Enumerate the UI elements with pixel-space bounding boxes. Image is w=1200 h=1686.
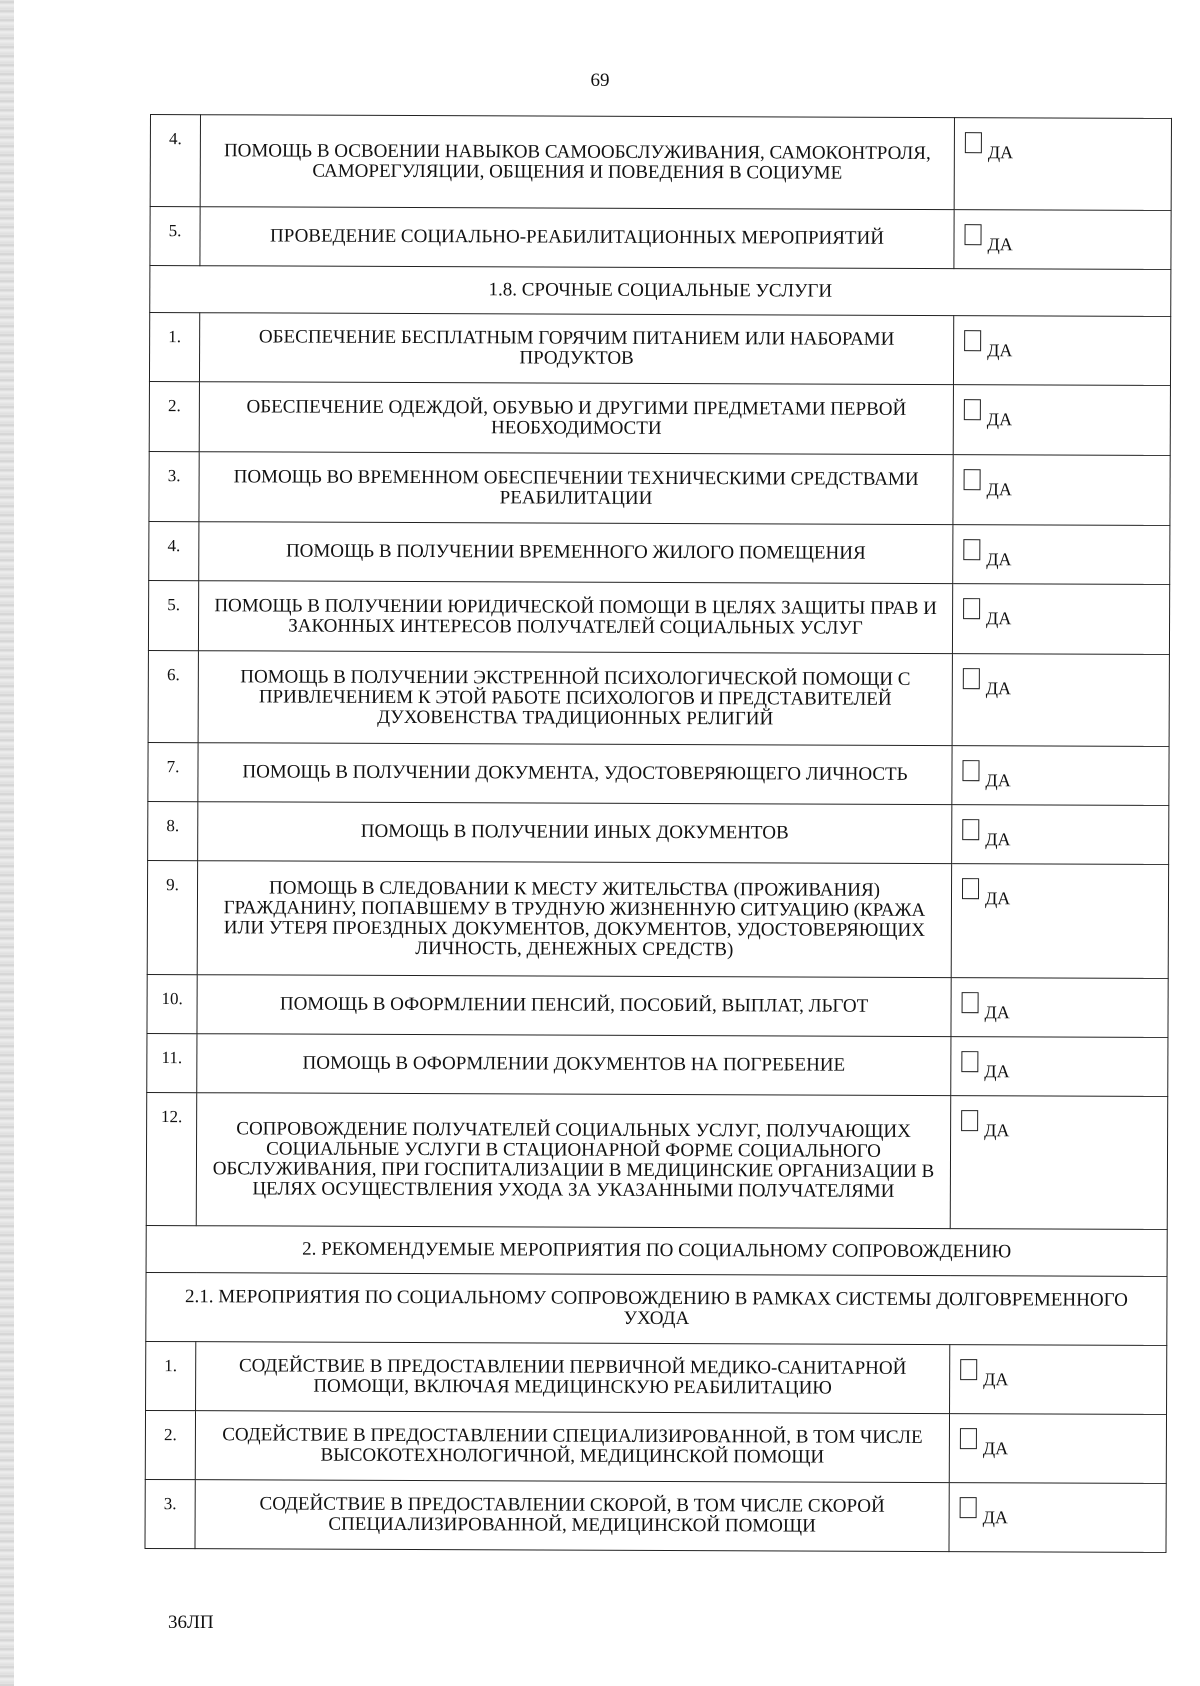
service-description: ПОМОЩЬ В ОФОРМЛЕНИИ ПЕНСИЙ, ПОСОБИЙ, ВЫПЛАТ, ЛЬГОТ [197, 975, 951, 1037]
yes-label: ДА [983, 1369, 1009, 1390]
yes-label: ДА [986, 608, 1012, 629]
table-row [149, 451, 1170, 525]
yes-label: ДА [985, 770, 1011, 791]
yes-checkbox-cell [952, 584, 1169, 655]
yes-label: ДА [985, 678, 1012, 699]
section-row [146, 1272, 1167, 1345]
yes-label: ДА [984, 1120, 1010, 1141]
table-row [149, 521, 1170, 584]
yes-checkbox-cell [954, 210, 1171, 270]
table-row [147, 860, 1168, 978]
checkbox[interactable] [963, 668, 980, 689]
row-number: 7. [148, 742, 198, 801]
checkbox[interactable] [962, 760, 979, 781]
checkbox[interactable] [960, 1359, 977, 1380]
checkbox[interactable] [964, 330, 981, 351]
row-number: 2. [149, 381, 199, 451]
row-number: 4. [150, 115, 200, 207]
checkbox[interactable] [960, 1497, 977, 1518]
service-description: ПОМОЩЬ В СЛЕДОВАНИИ К МЕСТУ ЖИТЕЛЬСТВА (ПРОЖИВАНИЯ) ГРАЖДАНИНУ, ПОПАВШЕМУ В ТРУДНУЮ ЖИЗНЕННУЮ СИТУАЦИЮ (КРАЖА ИЛИ УТЕРЯ ПРОЕЗДНЫХ ДОКУМЕНТОВ, ДОКУМЕНТОВ, УДОСТОВЕРЯЮЩИХ ЛИЧНОСТЬ, ДЕНЕЖНЫХ СРЕДСТВ) [197, 861, 951, 978]
section-heading: 1.8. СРОЧНЫЕ СОЦИАЛЬНЫЕ УСЛУГИ [150, 266, 1171, 317]
service-description: ПОМОЩЬ В ПОЛУЧЕНИИ ВРЕМЕННОГО ЖИЛОГО ПОМЕЩЕНИЯ [199, 522, 953, 584]
checkbox[interactable] [962, 992, 979, 1013]
yes-checkbox-cell [950, 1096, 1168, 1230]
yes-checkbox-cell [952, 805, 1169, 865]
row-number: 3. [149, 451, 199, 521]
section-row [146, 1225, 1167, 1276]
page-number: 69 [590, 70, 610, 91]
scan-edge [0, 0, 14, 1686]
yes-checkbox-cell [949, 1414, 1166, 1484]
yes-checkbox-cell [951, 864, 1168, 979]
service-description: СОПРОВОЖДЕНИЕ ПОЛУЧАТЕЛЕЙ СОЦИАЛЬНЫХ УСЛУГ, ПОЛУЧАЮЩИХ СОЦИАЛЬНЫЕ УСЛУГИ В СТАЦИОНАРНОЙ ФОРМЕ СОЦИАЛЬНОГО ОБСЛУЖИВАНИЯ, ПРИ ГОСПИТАЛИЗАЦИИ В МЕДИЦИНСКИЕ ОРГАНИЗАЦИИ В ЦЕЛЯХ ОСУЩЕСТВЛЕНИЯ УХОДА ЗА УКАЗАННЫМИ ПОЛУЧАТЕЛЯМИ [196, 1093, 951, 1229]
yes-checkbox-cell [954, 118, 1171, 211]
yes-label: ДА [987, 340, 1013, 361]
service-description: СОДЕЙСТВИЕ В ПРЕДОСТАВЛЕНИИ СКОРОЙ, В ТОМ ЧИСЛЕ СКОРОЙ СПЕЦИАЛИЗИРОВАННОЙ, МЕДИЦИНСКОЙ ПОМОЩИ [195, 1480, 949, 1552]
table-row [148, 580, 1169, 654]
table-row [145, 1479, 1166, 1552]
checkbox[interactable] [965, 224, 982, 245]
row-number: 11. [147, 1033, 197, 1092]
yes-checkbox-cell [953, 316, 1170, 386]
row-number: 12. [146, 1092, 197, 1225]
checkbox[interactable] [962, 819, 979, 840]
yes-label: ДА [987, 142, 1014, 163]
table-row [148, 650, 1169, 746]
table-row [147, 1033, 1168, 1096]
checkbox[interactable] [964, 399, 981, 420]
table-row [148, 801, 1169, 864]
service-description: ОБЕСПЕЧЕНИЕ БЕСПЛАТНЫМ ГОРЯЧИМ ПИТАНИЕМ ИЛИ НАБОРАМИ ПРОДУКТОВ [199, 313, 953, 385]
yes-checkbox-cell [950, 1345, 1167, 1415]
section-heading: 2. РЕКОМЕНДУЕМЫЕ МЕРОПРИЯТИЯ ПО СОЦИАЛЬНОМУ СОПРОВОЖДЕНИЮ [146, 1225, 1167, 1276]
table-row [145, 1410, 1166, 1483]
yes-label: ДА [986, 479, 1012, 500]
table-row [146, 1341, 1167, 1414]
service-description: ПОМОЩЬ В ПОЛУЧЕНИИ ИНЫХ ДОКУМЕНТОВ [198, 802, 952, 864]
checkbox[interactable] [962, 878, 979, 899]
checkbox[interactable] [960, 1428, 977, 1449]
table-row [149, 381, 1170, 455]
yes-checkbox-cell [949, 1483, 1166, 1553]
row-number: 5. [150, 207, 200, 266]
service-description: ПОМОЩЬ В ПОЛУЧЕНИИ ЭКСТРЕННОЙ ПСИХОЛОГИЧЕСКОЙ ПОМОЩИ С ПРИВЛЕЧЕНИЕМ К ЭТОЙ РАБОТЕ ПСИХОЛОГОВ И ПРЕДСТАВИТЕЛЕЙ ДУХОВЕНСТВА ТРАДИЦИОННЫХ РЕЛИГИЙ [198, 651, 952, 746]
services-table-body [145, 115, 1171, 1553]
checkbox[interactable] [961, 1051, 978, 1072]
checkbox[interactable] [963, 539, 980, 560]
service-description: СОДЕЙСТВИЕ В ПРЕДОСТАВЛЕНИИ ПЕРВИЧНОЙ МЕДИКО-САНИТАРНОЙ ПОМОЩИ, ВКЛЮЧАЯ МЕДИЦИНСКУЮ РЕАБИЛИТАЦИЮ [196, 1342, 950, 1414]
yes-checkbox-cell [951, 1037, 1168, 1097]
service-description: ПОМОЩЬ В ОФОРМЛЕНИИ ДОКУМЕНТОВ НА ПОГРЕБЕНИЕ [197, 1034, 951, 1096]
service-description: ОБЕСПЕЧЕНИЕ ОДЕЖДОЙ, ОБУВЬЮ И ДРУГИМИ ПРЕДМЕТАМИ ПЕРВОЙ НЕОБХОДИМОСТИ [199, 382, 953, 455]
row-number: 1. [149, 313, 199, 382]
service-description: ПОМОЩЬ В ОСВОЕНИИ НАВЫКОВ САМООБСЛУЖИВАНИЯ, САМОКОНТРОЛЯ, САМОРЕГУЛЯЦИИ, ОБЩЕНИЯ И ПОВЕДЕНИЯ В СОЦИУМЕ [200, 115, 954, 210]
table-row [146, 1092, 1168, 1229]
service-description: ПРОВЕДЕНИЕ СОЦИАЛЬНО-РЕАБИЛИТАЦИОННЫХ МЕРОПРИЯТИЙ [200, 207, 954, 269]
yes-label: ДА [982, 1438, 1009, 1459]
row-number: 4. [149, 521, 199, 580]
row-number: 6. [148, 650, 198, 742]
service-description: ПОМОЩЬ В ПОЛУЧЕНИИ ЮРИДИЧЕСКОЙ ПОМОЩИ В ЦЕЛЯХ ЗАЩИТЫ ПРАВ И ЗАКОННЫХ ИНТЕРЕСОВ ПОЛУЧАТЕЛЕЙ СОЦИАЛЬНЫХ УСЛУГ [198, 581, 952, 654]
table-row [149, 313, 1170, 386]
table-row [147, 974, 1168, 1037]
section-heading: 2.1. МЕРОПРИЯТИЯ ПО СОЦИАЛЬНОМУ СОПРОВОЖДЕНИЮ В РАМКАХ СИСТЕМЫ ДОЛГОВРЕМЕННОГО УХОДА [146, 1272, 1167, 1345]
row-number: 5. [148, 580, 198, 650]
service-description: ПОМОЩЬ ВО ВРЕМЕННОМ ОБЕСПЕЧЕНИИ ТЕХНИЧЕСКИМИ СРЕДСТВАМИ РЕАБИЛИТАЦИИ [199, 452, 953, 525]
table-row [150, 115, 1171, 211]
row-number: 1. [146, 1341, 196, 1410]
yes-checkbox-cell [953, 385, 1170, 456]
yes-label: ДА [986, 549, 1012, 570]
yes-label: ДА [987, 234, 1013, 255]
row-number: 2. [145, 1410, 195, 1479]
table-row [148, 742, 1169, 805]
row-number: 3. [145, 1479, 195, 1548]
checkbox[interactable] [963, 598, 980, 619]
table-row [150, 207, 1171, 270]
yes-label: ДА [982, 1507, 1008, 1528]
yes-label: ДА [986, 409, 1013, 430]
service-description: ПОМОЩЬ В ПОЛУЧЕНИИ ДОКУМЕНТА, УДОСТОВЕРЯЮЩЕГО ЛИЧНОСТЬ [198, 743, 952, 805]
services-table [144, 114, 1172, 1553]
checkbox[interactable] [965, 132, 982, 153]
row-number: 8. [148, 801, 198, 860]
row-number: 10. [147, 974, 197, 1033]
checkbox[interactable] [961, 1110, 978, 1131]
yes-label: ДА [985, 829, 1011, 850]
section-row [150, 266, 1171, 317]
yes-checkbox-cell [952, 746, 1169, 806]
checkbox[interactable] [964, 469, 981, 490]
yes-checkbox-cell [952, 654, 1169, 747]
yes-checkbox-cell [951, 978, 1168, 1038]
service-description: СОДЕЙСТВИЕ В ПРЕДОСТАВЛЕНИИ СПЕЦИАЛИЗИРОВАННОЙ, В ТОМ ЧИСЛЕ ВЫСОКОТЕХНОЛОГИЧНОЙ, МЕДИЦИНСКОЙ ПОМОЩИ [195, 1411, 949, 1483]
yes-label: ДА [984, 888, 1011, 909]
yes-label: ДА [984, 1002, 1010, 1023]
yes-checkbox-cell [953, 455, 1170, 526]
footer-code: 36ЛП [168, 1612, 214, 1633]
yes-label: ДА [984, 1061, 1010, 1082]
row-number: 9. [147, 860, 197, 974]
yes-checkbox-cell [953, 525, 1170, 585]
